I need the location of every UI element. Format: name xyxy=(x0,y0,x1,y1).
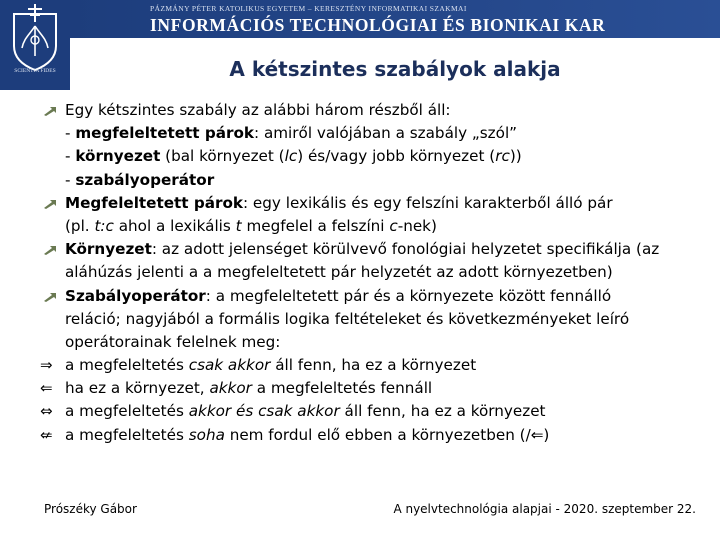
footer-author: Prószéky Gábor xyxy=(44,502,137,516)
text-line xyxy=(38,169,698,192)
text-run: - xyxy=(65,170,76,189)
text-run: nem fordul elő ebben a környezetben (/⇐) xyxy=(224,425,550,444)
text-line xyxy=(38,308,698,331)
text-run: Egy kétszintes szabály az alábbi három részből áll: xyxy=(65,101,451,119)
text-run: Környezet xyxy=(65,240,152,259)
text-line xyxy=(38,122,698,145)
text-run: operátorainak felelnek meg: xyxy=(65,332,281,351)
text-run: : az adott jelenséget körülvevő fonológiai helyzetet specifikálja (az xyxy=(151,240,660,259)
text-run: a megfeleltetés xyxy=(65,356,189,375)
line-text xyxy=(65,192,613,215)
text-line xyxy=(38,192,698,215)
logic-operator-icon: ⇒ xyxy=(40,356,53,375)
text-run: környezet xyxy=(75,147,161,166)
text-run: szabályoperátor xyxy=(75,170,215,189)
text-run: ahol a lexikális xyxy=(113,216,236,235)
text-run: akkor xyxy=(209,379,252,398)
text-run: (pl. xyxy=(65,216,95,235)
line-text xyxy=(65,424,549,447)
arrow-bullet-icon xyxy=(40,192,60,215)
line-text xyxy=(65,285,611,308)
text-run: : amiről valójában a szabály „szól” xyxy=(254,124,518,143)
logic-operator-icon: ⇐ xyxy=(40,379,53,398)
text-run: Szabályoperátor xyxy=(65,286,206,305)
line-text xyxy=(65,215,437,238)
slide-title: A kétszintes szabályok alakja xyxy=(229,57,561,81)
text-run: áll fenn, ha ez a környezet xyxy=(339,402,546,421)
text-run: reláció; nagyjából a formális logika feltételeket és következményeket leíró xyxy=(65,309,630,328)
line-text xyxy=(65,169,214,192)
text-line xyxy=(38,215,698,238)
text-run: ha ez a környezet, xyxy=(65,379,210,398)
text-run: rc xyxy=(495,147,510,166)
text-line xyxy=(38,424,698,447)
text-run: a megfeleltetés fennáll xyxy=(251,379,433,398)
text-run: csak akkor xyxy=(188,356,271,375)
text-run: áll fenn, ha ez a környezet xyxy=(270,356,477,375)
line-text xyxy=(65,122,517,145)
text-line xyxy=(38,400,698,423)
text-run: : a megfeleltetett pár és a környezete között fennálló xyxy=(205,286,612,305)
line-text xyxy=(65,308,629,331)
text-line xyxy=(38,331,698,354)
university-logo xyxy=(0,0,70,90)
text-run: )) xyxy=(509,147,522,166)
arrow-bullet-icon xyxy=(40,238,60,261)
university-name: PÁZMÁNY PÉTER KATOLIKUS EGYETEM – KERESZTÉNY INFORMATIKAI SZAKMAI xyxy=(150,4,467,13)
line-text xyxy=(65,99,451,122)
text-run: aláhúzás jelenti a a megfeleltetett pár helyzetét az adott környezetben) xyxy=(65,263,613,282)
line-text xyxy=(65,261,613,284)
text-run: - xyxy=(65,147,76,166)
text-run: -nek) xyxy=(397,216,437,235)
text-run: t:c xyxy=(94,216,114,235)
text-line xyxy=(38,377,698,400)
text-run: a megfeleltetés xyxy=(65,425,189,444)
text-run: Megfeleltetett párok xyxy=(65,193,243,212)
text-run: - xyxy=(65,124,76,143)
arrow-bullet-icon xyxy=(40,99,60,122)
text-run: megfelel a felszíni xyxy=(241,216,390,235)
text-run: ) és/vagy jobb környezet ( xyxy=(297,147,496,166)
text-run: t xyxy=(235,216,242,235)
text-line xyxy=(38,238,698,261)
text-run: (bal környezet ( xyxy=(160,147,285,166)
footer-course-date: A nyelvtechnológia alapjai - 2020. szeptember 22. xyxy=(393,502,696,516)
line-text xyxy=(65,331,280,354)
arrow-bullet-icon xyxy=(40,285,60,308)
line-text xyxy=(65,400,546,423)
text-run: c xyxy=(389,216,398,235)
text-run: akkor és csak akkor xyxy=(188,402,340,421)
line-text xyxy=(65,238,659,261)
logic-operator-icon: ⇍ xyxy=(40,425,53,444)
text-run: megfeleltetett párok xyxy=(75,124,255,143)
text-run: lc xyxy=(284,147,298,166)
text-run: a megfeleltetés xyxy=(65,402,189,421)
faculty-name: INFORMÁCIÓS TECHNOLÓGIAI ÉS BIONIKAI KAR xyxy=(150,15,606,35)
crest-icon xyxy=(0,0,70,90)
line-text xyxy=(65,354,476,377)
text-line xyxy=(38,285,698,308)
header-banner xyxy=(70,0,720,38)
text-run: : egy lexikális és egy felszíni karakterből álló pár xyxy=(242,193,613,212)
text-run: soha xyxy=(188,425,225,444)
logo-motto: SCIENTIA FIDES xyxy=(14,68,56,74)
slide-body xyxy=(38,99,698,447)
text-line xyxy=(38,354,698,377)
logic-operator-icon: ⇔ xyxy=(40,402,53,421)
text-line xyxy=(38,261,698,284)
text-line xyxy=(38,99,698,122)
line-text xyxy=(65,145,522,168)
line-text xyxy=(65,377,432,400)
text-line xyxy=(38,145,698,168)
